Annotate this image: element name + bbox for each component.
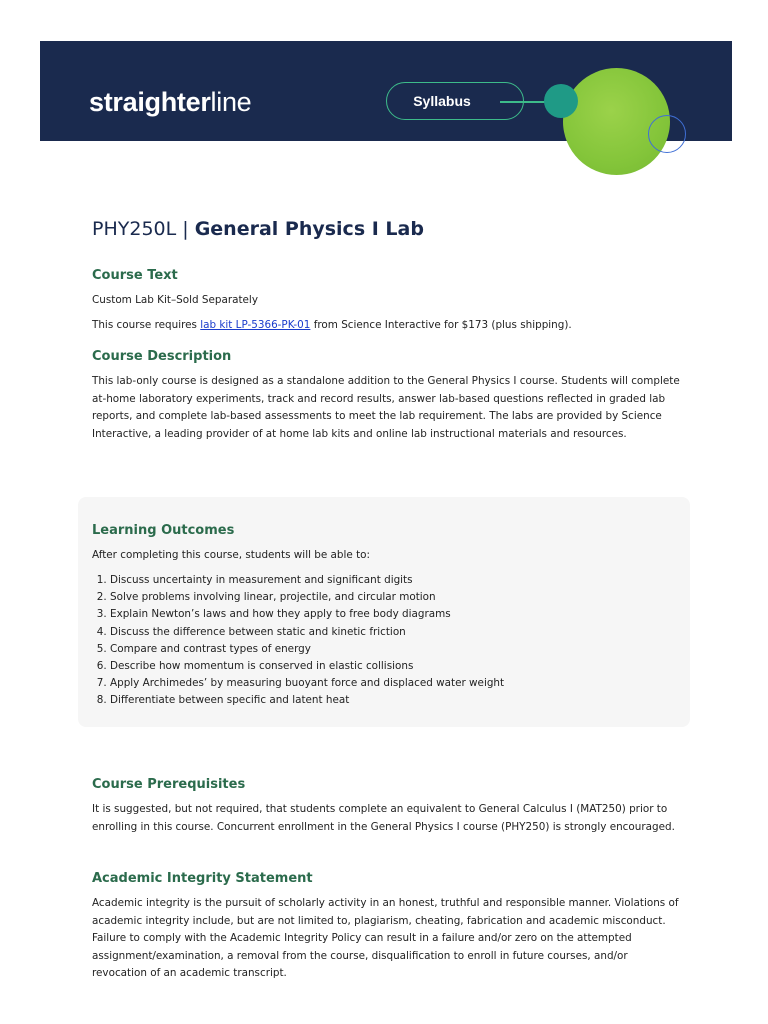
course-text-line2-pre: This course requires	[92, 319, 201, 331]
decorative-teal-dot	[544, 84, 578, 118]
list-item: 2. Solve problems involving linear, projectile, and circular motion	[110, 589, 690, 606]
learning-outcomes-heading: Learning Outcomes	[92, 523, 235, 538]
course-text-line2-post: from Science Interactive for $173 (plus shipping).	[310, 319, 572, 331]
syllabus-label: Syllabus	[413, 93, 471, 109]
course-description-text: This lab-only course is designed as a standalone addition to the General Physics I course. Students will complete at-home laboratory experiments, track and record results, answer lab-based questions reflected in graded lab reports, and complete lab-based assessments to meet the lab requirement. The labs are provided by Science Interactive, a leading provider of at home lab kits and online lab instructional materials and resources.	[92, 375, 680, 440]
list-item: 3. Explain Newton’s laws and how they apply to free body diagrams	[110, 606, 690, 623]
course-text-line2	[92, 317, 682, 335]
list-item: 1. Discuss uncertainty in measurement and significant digits	[110, 572, 690, 589]
list-item: 6. Describe how momentum is conserved in elastic collisions	[110, 658, 690, 675]
course-name: General Physics I Lab	[194, 218, 424, 240]
header-banner	[40, 41, 732, 141]
decorative-blue-ring	[648, 115, 686, 153]
list-item: 7. Apply Archimedes’ by measuring buoyant force and displaced water weight	[110, 675, 690, 692]
lab-kit-link[interactable]: lab kit LP-5366-PK-01	[200, 319, 311, 331]
logo-text-bold: straighter	[89, 87, 211, 117]
list-item: 8. Differentiate between specific and latent heat	[110, 692, 690, 709]
page-title	[92, 218, 424, 240]
course-prerequisites-text: It is suggested, but not required, that students complete an equivalent to General Calculus I (MAT250) prior to enrolling in this course. Concurrent enrollment in the General Physics I course (PHY250) is strongly encouraged.	[92, 803, 675, 833]
course-text-heading: Course Text	[92, 268, 178, 283]
course-description-heading: Course Description	[92, 349, 232, 364]
learning-outcomes-intro: After completing this course, students will be able to:	[92, 549, 371, 561]
list-item: 4. Discuss the difference between static and kinetic friction	[110, 624, 690, 641]
list-item: 5. Compare and contrast types of energy	[110, 641, 690, 658]
logo-text-light: line	[210, 87, 252, 117]
course-text-line1: Custom Lab Kit–Sold Separately	[92, 294, 258, 306]
decorative-line	[500, 101, 546, 103]
academic-integrity-text: Academic integrity is the pursuit of scholarly activity in an honest, truthful and responsible manner. Violations of academic integrity include, but are not limited to, plagiarism, cheating, fabrication and academic misconduct. Failure to comply with the Academic Integrity Policy can result in a failure and/or zero on the attempted assignment/examination, a removal from the course, disqualification to enroll in future courses, and/or revocation of an academic transcript.	[92, 897, 679, 979]
course-code: PHY250L |	[92, 218, 195, 240]
straighterline-logo	[89, 88, 251, 116]
course-prerequisites-heading: Course Prerequisites	[92, 777, 246, 792]
academic-integrity-heading: Academic Integrity Statement	[92, 871, 313, 886]
learning-outcomes-list	[92, 572, 690, 710]
